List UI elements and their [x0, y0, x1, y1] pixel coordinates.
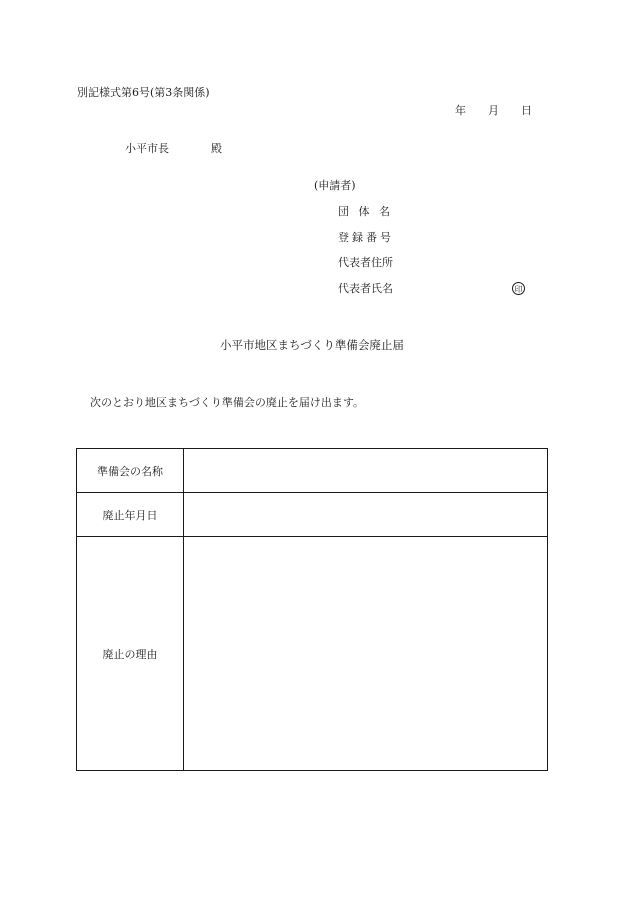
date-line: [455, 104, 532, 118]
registration-number-label: 登録番号: [338, 231, 394, 244]
addressee-name: 小平市長: [125, 142, 169, 155]
form-number: 別記様式第6号(第3条関係): [77, 86, 210, 99]
group-name-label: 団 体 名: [338, 205, 393, 218]
body-text: 次のとおり地区まちづくり準備会の廃止を届け出ます。: [90, 396, 365, 409]
table-row-abolition-date: [77, 493, 548, 537]
form-title: 小平市地区まちづくり準備会廃止届: [220, 338, 404, 352]
abolition-reason-field[interactable]: [184, 537, 548, 771]
addressee-honorific: 殿: [211, 142, 222, 155]
representative-address-label: 代表者住所: [338, 256, 393, 269]
association-name-field[interactable]: [184, 449, 548, 493]
association-name-label: 準備会の名称: [77, 449, 184, 493]
addressee: [125, 142, 222, 156]
abolition-reason-label: 廃止の理由: [77, 537, 184, 771]
representative-name-label: 代表者氏名: [338, 282, 393, 295]
abolition-date-label: 廃止年月日: [77, 493, 184, 537]
date-month-label: 月: [488, 104, 499, 117]
table-row-abolition-reason: [77, 537, 548, 771]
form-table: [76, 448, 548, 771]
date-day-label: 日: [521, 104, 532, 117]
abolition-date-field[interactable]: [184, 493, 548, 537]
date-year-label: 年: [455, 104, 466, 117]
table-row-association-name: [77, 449, 548, 493]
seal-icon: 印: [512, 282, 525, 295]
applicant-heading: (申請者): [314, 179, 356, 192]
